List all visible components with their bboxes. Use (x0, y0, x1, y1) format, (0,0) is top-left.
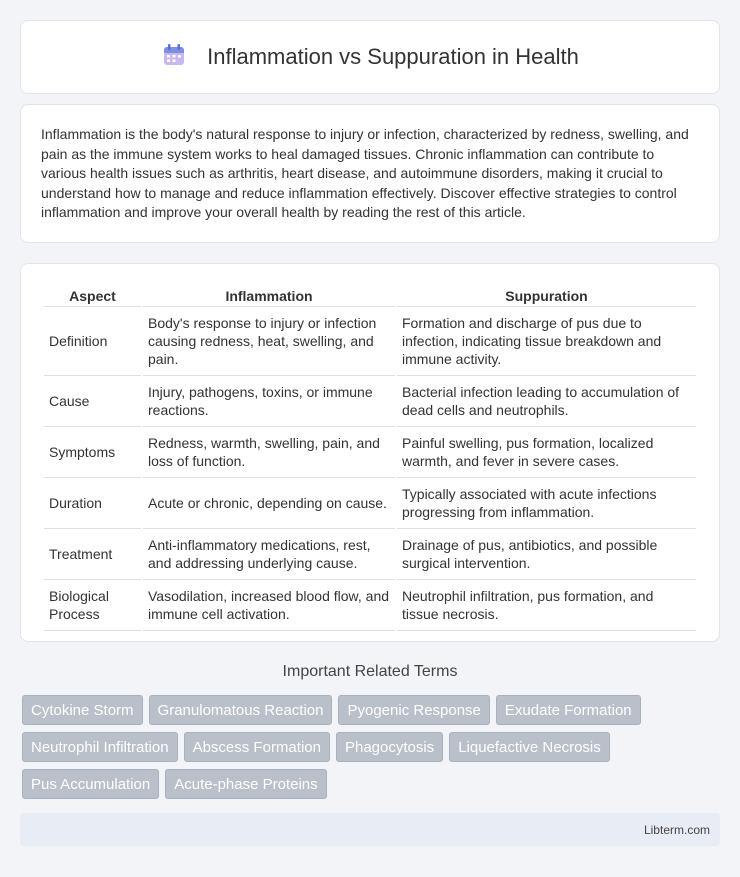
intro-text: Inflammation is the body's natural response to injury or infection, characterized by redness, swelling, and pain as the immune system works to heal damaged tissues. Chronic inflammation can contribute to various health issues such as arthritis, heart disease, and autoimmune disorders, making it crucial to understand how to manage and reduce inflammation effectively. Discover effective strategies to control inflammation and improve your overall health by reading the rest of this article. (41, 126, 689, 220)
table-row (44, 307, 696, 376)
intro-card (20, 104, 720, 243)
related-term-tag[interactable]: Phagocytosis (336, 732, 443, 762)
row-suppuration: Bacterial infection leading to accumulation of dead cells and neutrophils. (397, 376, 696, 427)
table-row (44, 427, 696, 478)
row-aspect: Duration (44, 478, 141, 529)
calendar-icon (161, 42, 187, 73)
related-terms-title: Important Related Terms (282, 663, 458, 680)
table-row (44, 580, 696, 631)
table-row (44, 478, 696, 529)
row-suppuration: Typically associated with acute infections progressing from inflammation. (397, 478, 696, 529)
row-inflammation: Vasodilation, increased blood flow, and immune cell activation. (143, 580, 395, 631)
row-suppuration: Painful swelling, pus formation, localized warmth, and fever in severe cases. (397, 427, 696, 478)
row-aspect: Biological Process (44, 580, 141, 631)
related-term-tag[interactable]: Granulomatous Reaction (149, 695, 333, 725)
row-inflammation: Acute or chronic, depending on cause. (143, 478, 395, 529)
related-term-tag[interactable]: Abscess Formation (184, 732, 330, 762)
header-inflammation: Inflammation (143, 284, 395, 307)
related-term-tag[interactable]: Acute-phase Proteins (165, 769, 326, 799)
table-row (44, 376, 696, 427)
header-aspect: Aspect (44, 284, 141, 307)
related-term-tag[interactable]: Cytokine Storm (22, 695, 143, 725)
related-term-tag[interactable]: Pus Accumulation (22, 769, 159, 799)
page-title: Inflammation vs Suppuration in Health (207, 44, 579, 69)
row-inflammation: Injury, pathogens, toxins, or immune reactions. (143, 376, 395, 427)
row-inflammation: Body's response to injury or infection causing redness, heat, swelling, and pain. (143, 307, 395, 376)
related-term-tag[interactable]: Neutrophil Infiltration (22, 732, 178, 762)
row-inflammation: Redness, warmth, swelling, pain, and loss of function. (143, 427, 395, 478)
row-aspect: Symptoms (44, 427, 141, 478)
row-aspect: Treatment (44, 529, 141, 580)
related-terms-list (22, 695, 712, 799)
row-inflammation: Anti-inflammatory medications, rest, and addressing underlying cause. (143, 529, 395, 580)
table-row (44, 529, 696, 580)
comparison-table (42, 284, 698, 631)
row-aspect: Definition (44, 307, 141, 376)
comparison-table-card (20, 263, 720, 642)
footer (20, 813, 720, 846)
row-aspect: Cause (44, 376, 141, 427)
footer-brand-link[interactable]: Libterm.com (643, 822, 710, 837)
row-suppuration: Drainage of pus, antibiotics, and possible surgical intervention. (397, 529, 696, 580)
table-header-row (44, 284, 696, 307)
related-term-tag[interactable]: Liquefactive Necrosis (449, 732, 610, 762)
related-term-tag[interactable]: Pyogenic Response (338, 695, 489, 725)
related-term-tag[interactable]: Exudate Formation (496, 695, 641, 725)
header-suppuration: Suppuration (397, 284, 696, 307)
row-suppuration: Neutrophil infiltration, pus formation, and tissue necrosis. (397, 580, 696, 631)
row-suppuration: Formation and discharge of pus due to infection, indicating tissue breakdown and immune activity. (397, 307, 696, 376)
header-card (20, 20, 720, 94)
